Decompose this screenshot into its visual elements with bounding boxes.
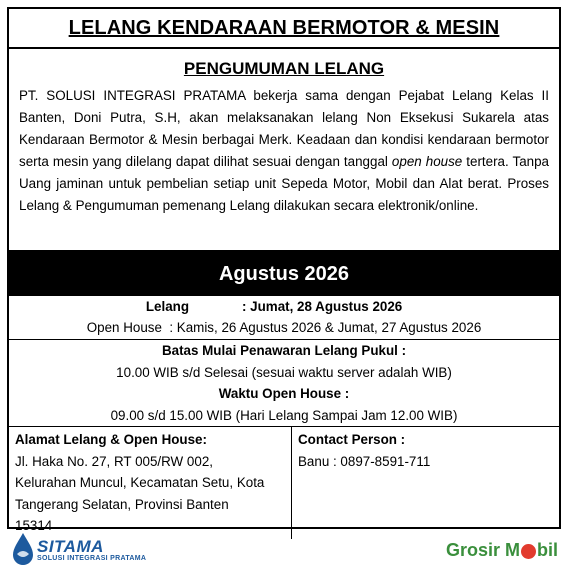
footer [0,530,570,570]
grosir-mobil-logo [446,540,558,561]
contact-value: Banu : 0897-8591-711 [298,453,431,469]
address-line: Jl. Haka No. 27, RT 005/RW 002, [15,453,213,469]
announcement-text-2: tertera. Tanpa Uang jaminan untuk pembelian setiap unit Sepeda Motor, Mobil dan Alat berat. Proses Lelang & Pengumuman pemenang Lelang dilakukan secara elektronik/online. [19,154,550,213]
address-block [9,427,292,539]
steering-wheel-icon [521,544,536,559]
announcement-heading: PENGUMUMAN LELANG [183,59,385,78]
auction-date-label: Lelang [145,299,189,314]
bid-time-label: Batas Mulai Penawaran Lelang Pukul : [161,343,407,358]
times-section [9,340,559,427]
sitama-logo [12,532,146,566]
auction-notice [7,7,561,533]
announcement-text-1: PT. SOLUSI INTEGRASI PRATAMA bekerja sama dengan Pejabat Lelang Kelas II Banten, Doni Putra, S.H, akan melaksanakan lelang Non Eksekusi Sukarela atas Kendaraan Bermotor & Mesin berbagai Merk. Keadaan dan kondisi kendaraan bermotor serta mesin yang dilelang dapat dilihat sesuai dengan tanggal [19,88,549,169]
address-line: Kelurahan Muncul, Kecamatan Setu, Kota [15,475,265,490]
sitama-subtitle: SOLUSI INTEGRASI PRATAMA [37,554,147,562]
open-house-time-label: Waktu Open House : [218,386,350,401]
contact-title: Contact Person : [298,432,406,447]
water-drop-icon [12,532,34,566]
notice-header [9,9,559,49]
contact-block [292,427,559,539]
bid-time-value: 10.00 WIB s/d Selesai (sesuai waktu server adalah WIB) [116,364,452,380]
info-section [9,427,559,539]
announcement-body [19,85,549,217]
grosir-text-left: Grosir M [445,540,520,560]
notice-title: LELANG KENDARAAN BERMOTOR & MESIN [68,16,500,39]
open-house-row [9,317,559,338]
month-banner [9,252,559,296]
sitama-name: SITAMA [37,536,104,556]
month-label: Agustus 2026 [218,262,350,285]
auction-date-row [9,296,559,317]
schedule-section [9,296,559,340]
open-house-dates: Open House : Kamis, 26 Agustus 2026 & Jumat, 27 Agustus 2026 [86,320,482,335]
grosir-text-right: bil [537,540,558,560]
address-title: Alamat Lelang & Open House: [15,432,207,447]
announcement-section [9,59,559,252]
address-line: Tangerang Selatan, Provinsi Banten [15,496,229,512]
announcement-text-italic: open house [391,154,463,169]
address-line: 15314 [15,518,53,533]
open-house-time-value: 09.00 s/d 15.00 WIB (Hari Lelang Sampai Jam 12.00 WIB) [110,407,458,423]
auction-date-value: : Jumat, 28 Agustus 2026 [242,299,403,314]
